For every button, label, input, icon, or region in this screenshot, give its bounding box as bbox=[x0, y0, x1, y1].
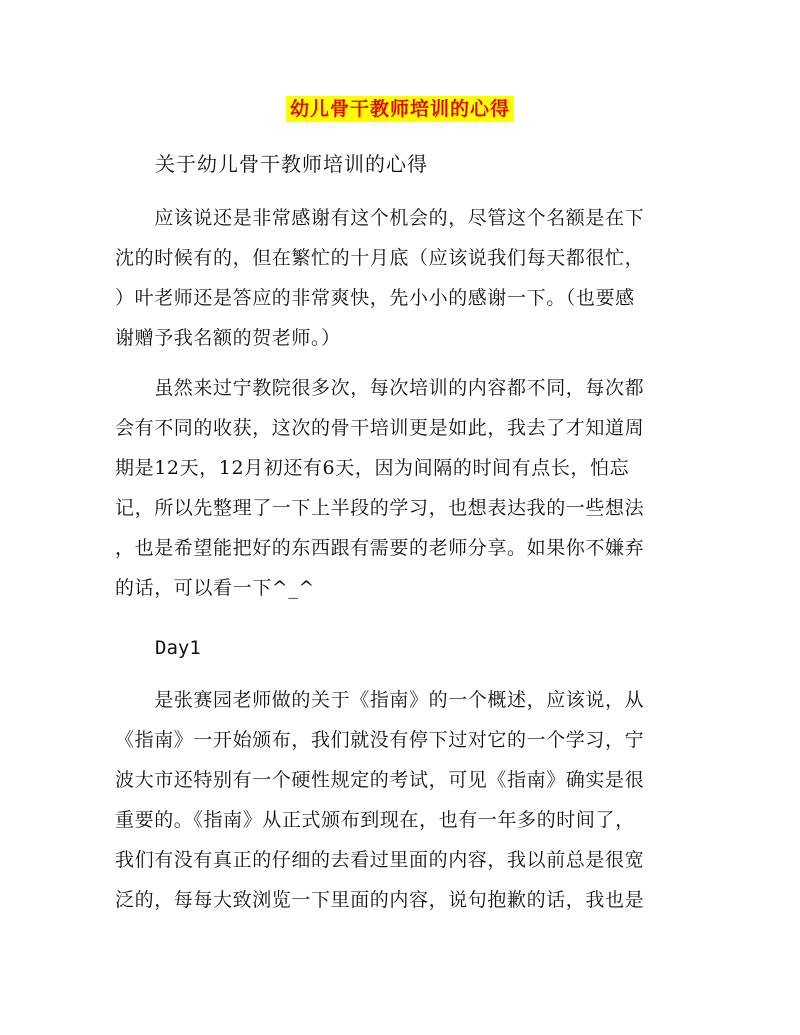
paragraph-line: 期是12天，12月初还有6天，因为间隔的时间有点长，怕忘 bbox=[115, 457, 630, 479]
paragraph-line: ，也是希望能把好的东西跟有需要的老师分享。如果你不嫌弃 bbox=[115, 537, 645, 559]
day-heading: Day1 bbox=[155, 637, 201, 659]
paragraph-line: 泛的，每每大致浏览一下里面的内容，说句抱歉的话，我也是 bbox=[115, 889, 645, 911]
paragraph-line: 谢赠予我名额的贺老师。） bbox=[115, 327, 341, 349]
paragraph-line: 是张赛园老师做的关于《指南》的一个概述，应该说，从 bbox=[115, 689, 645, 711]
paragraph-line: 波大市还特别有一个硬性规定的考试，可见《指南》确实是很 bbox=[115, 769, 645, 791]
paragraph-line: 应该说还是非常感谢有这个机会的，尽管这个名额是在下 bbox=[115, 207, 645, 229]
paragraph-line: 重要的。《指南》从正式颁布到现在，也有一年多的时间了， bbox=[115, 809, 635, 831]
paragraph-line: 《指南》一开始颁布，我们就没有停下过对它的一个学习，宁 bbox=[115, 729, 645, 751]
paragraph-line: ）叶老师还是答应的非常爽快，先小小的感谢一下。（也要感 bbox=[115, 287, 635, 309]
paragraph-day1 bbox=[115, 680, 687, 920]
paragraph-line: 记，所以先整理了一下上半段的学习，也想表达我的一些想法 bbox=[115, 497, 645, 519]
paragraph-line: 沈的时候有的，但在繁忙的十月底（应该说我们每天都很忙， bbox=[115, 247, 645, 269]
paragraph-line: 虽然来过宁教院很多次，每次培训的内容都不同，每次都 bbox=[115, 377, 645, 399]
paragraph-1 bbox=[115, 198, 687, 358]
paragraph-line: 会有不同的收获，这次的骨干培训更是如此，我去了才知道周 bbox=[115, 417, 645, 439]
paragraph-line: 的话，可以看一下^_^ bbox=[115, 577, 315, 599]
paragraph-2 bbox=[115, 368, 687, 608]
document-title: 幼儿骨干教师培训的心得 bbox=[286, 96, 514, 122]
title-container bbox=[0, 96, 800, 122]
document-subtitle: 关于幼儿骨干教师培训的心得 bbox=[155, 152, 428, 176]
paragraph-line: 我们有没有真正的仔细的去看过里面的内容，我以前总是很宽 bbox=[115, 849, 645, 871]
